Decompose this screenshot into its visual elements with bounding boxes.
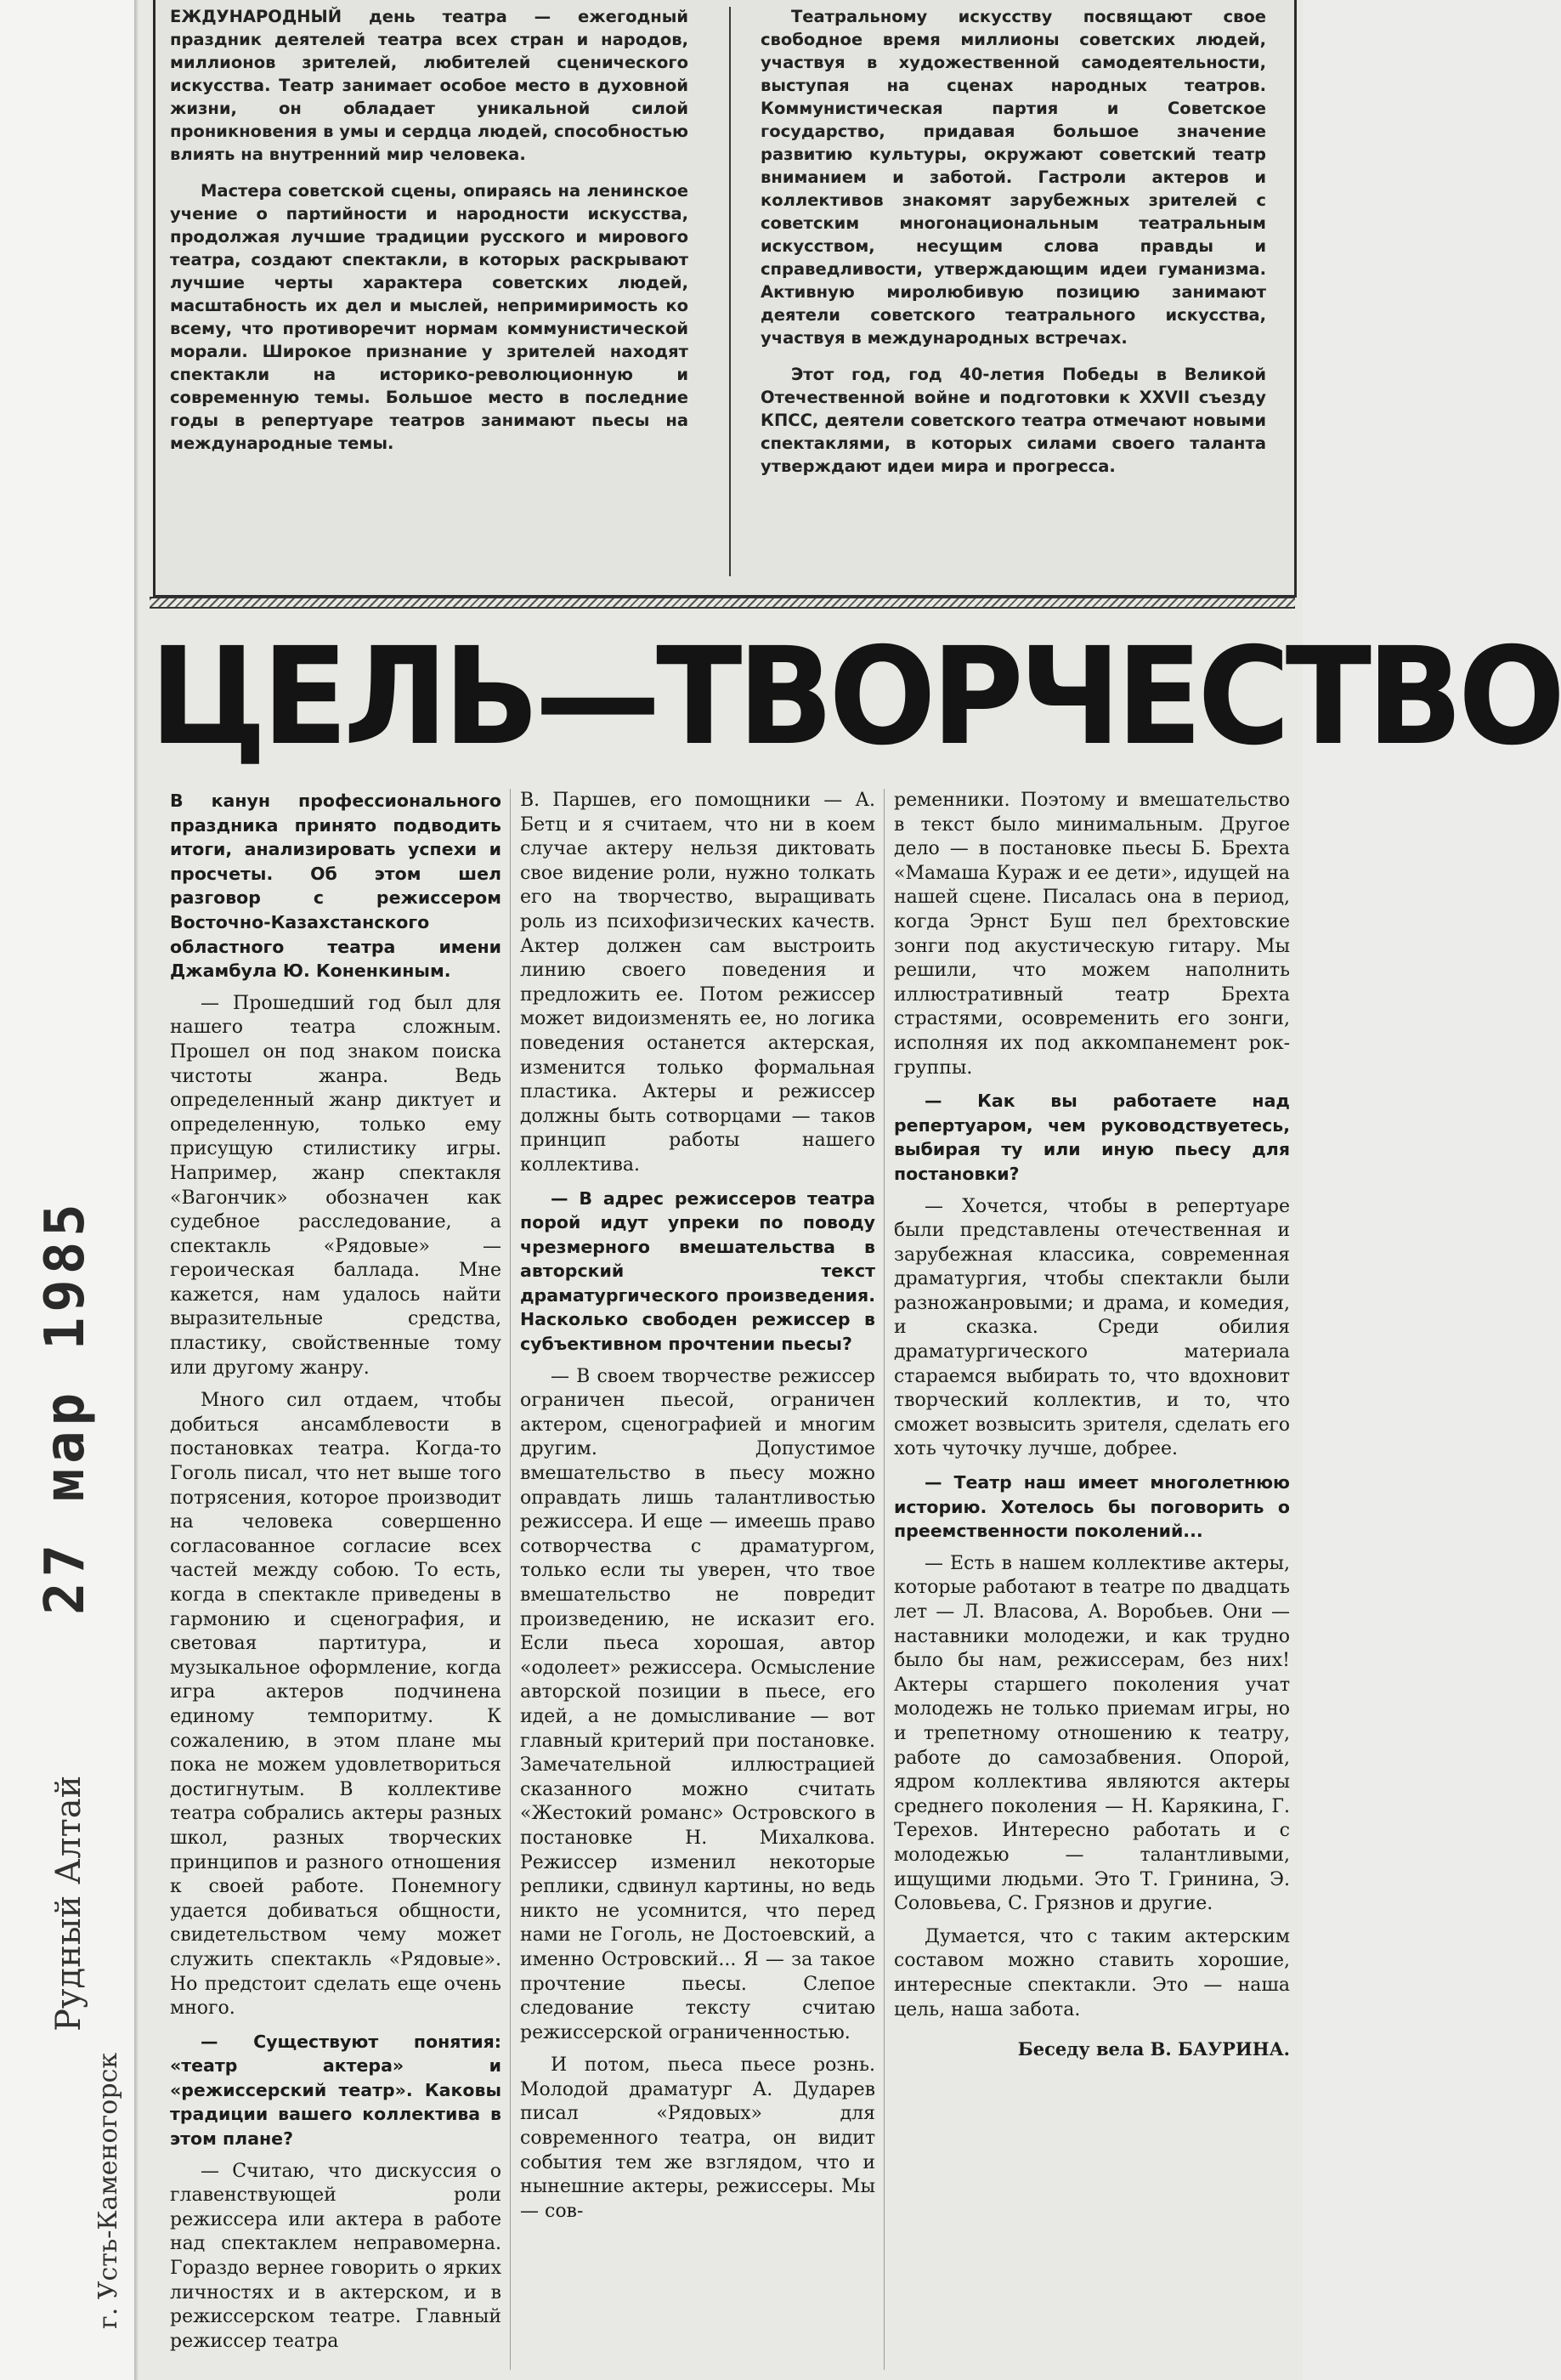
interview-question: — Театр наш имеет многолетнюю историю. Хотелось бы поговорить о преемственности поколений... (894, 1472, 1290, 1542)
interview-question: — Существуют понятия: «театр актера» и «режиссерский театр». Каковы традиции вашего коллектива в этом плане? (170, 2031, 501, 2150)
article-paragraph: — Считаю, что дискуссия о главенствующей роли режиссера или актера в работе над спектаклем неправомерна. Гораздо вернее говорить о ярких личностях и в актерском, и в режиссерском театре. Главный режиссер театра (170, 2160, 501, 2352)
editorial-left-paragraph-1: ЕЖДУНАРОДНЫЙ день театра — ежегодный праздник деятелей театра всех стран и народов, миллионов зрителей, любителей сценического искусства. Театр занимает особое место в духовной жизни, он обладает уникальной силой проникновения в умы и сердца людей, способностью влиять на внутренний мир человека. (170, 7, 688, 164)
article-paragraph: — Есть в нашем коллективе актеры, которые работают в театре по двадцать лет — Л. Власова, А. Воробьев. Они — наставники молодежи, и как трудно было бы нам, режиссерам, без них! Актеры старшего поколения учат молодежь не только приемам игры, но и трепетному отношению к театру, работе до самозабвения. Опорой, ядром коллектива являются актеры среднего поколения — Н. Карякина, Г. Терехов. Интересно работать и с молодежью — талантливыми, ищущими людьми. Это Т. Гринина, Э. Соловьева, С. Грязнов и другие. (894, 1552, 1290, 1915)
decorative-rule (150, 597, 1295, 609)
city-stamp-text: г. Усть-Каменогорск (93, 2052, 123, 2329)
article-headline: ЦЕЛЬ—ТВОРЧЕСТВО (150, 619, 1561, 775)
article-paragraph: И потом, пьеса пьесе рознь. Молодой драматург А. Дударев писал «Рядовых» для современного театра, он видит события тем же взглядом, что и нынешние актеры, режиссеры. Мы — сов- (520, 2054, 875, 2222)
article-intro: В канун профессионального праздника принято подводить итоги, анализировать успехи и просчеты. Об этом шел разговор с режиссером Восточно-Казахстанского областного театра имени Джамбула Ю. Коненкиным. (170, 790, 501, 982)
article-column-3 (894, 789, 1290, 2071)
article-paragraph: — Прошедший год был для нашего театра сложным. Прошел он под знаком поиска чистоты жанра. Ведь определенный жанр диктует и определенную, только ему присущую стилистику игры. Например, жанр спектакля «Вагончик» обозначен как судебное расследование, а спектакль «Рядовые» — героическая баллада. Мне кажется, нам удалось найти выразительные средства, пластику, свойственные тому или другому жанру. (170, 992, 501, 1379)
article-byline: Беседу вела В. БАУРИНА. (1017, 2038, 1290, 2060)
article-paragraph: Много сил отдаем, чтобы добиться ансамблевости в постановках театра. Когда-то Гоголь писал, что нет выше того потрясения, которое производит на человека совершенно согласованное согласие всех частей между собою. То есть, когда в спектакле приведены в гармонию и сценография, и световая партитура, и музыкальное оформление, когда игра актеров подчинена единому темпоритму. К сожалению, в этом плане мы пока не можем удовлетвориться достигнутым. В коллективе театра собрались актеры разных школ, разных творческих принципов и разного отношения к своей работе. Понемногу удается добиваться общности, свидетельством чему может служить спектакль «Рядовые». Но предстоит сделать еще очень много. (170, 1390, 501, 2020)
editorial-column-divider (729, 7, 731, 576)
article-column-1 (170, 789, 501, 2362)
article-paragraph: В. Паршев, его помощники — А. Бетц и я считаем, что ни в коем случае актеру нельзя диктовать свое видение роли, нужно толкать его на творчество, выращивать роль из психофизических качеств. Актер должен сам выстроить линию своего поведения и предложить ее. Потом режиссер может видоизменять ее, но логика поведения останется актерская, изменится только формальная пластика. Актеры и режиссер должны быть сотворцами — таков принцип работы нашего коллектива. (520, 790, 875, 1176)
editorial-right-column (761, 5, 1266, 491)
article-paragraph: ременники. Поэтому и вмешательство в текст было минимальным. Другое дело — в постановке пьесы Б. Брехта «Мамаша Кураж и ее дети», идущей на нашей сцене. Писалась она в период, когда Эрнст Буш пел брехтовские зонги под акустическую гитару. Мы решили, что можем наполнить иллюстративный театр Брехта страстями, осовременить его зонги, исполняя их под аккомпанемент рок-группы. (894, 790, 1290, 1079)
editorial-left-paragraph-2: Мастера советской сцены, опираясь на ленинское учение о партийности и народности искусства, продолжая лучшие традиции русского и мирового театра, создают спектакли, в которых раскрывают лучшие черты характера советских людей, масштабность их дел и мыслей, непримиримость ко всему, что противоречит нормам коммунистической морали. Широкое признание у зрителей находят спектакли на историко-революционную и современную темы. Большое место в последние годы в репертуаре театров занимают пьесы на международные темы. (170, 181, 688, 453)
date-stamp-text: 27 мар 1985 (34, 1198, 97, 1615)
article-paragraph: — Хочется, чтобы в репертуаре были представлены отечественная и зарубежная классика, современная драматургия, чтобы спектакли были разножанровыми; и драма, и комедия, и сказка. Среди обилия драматургического материала стараемся выбирать то, что вдохновит творческий коллектив, и то, что сможет возвысить зрителя, сделать его хоть чуточку лучше, добрее. (894, 1195, 1290, 1460)
column-separator-1 (510, 789, 511, 2370)
interview-question: — В адрес режиссеров театра порой идут упреки по поводу чрезмерного вмешательства в авторский текст драматургического произведения. Насколько свободен режиссер в субъективном прочтении пьесы? (520, 1187, 875, 1355)
article-paragraph: — В своем творчестве режиссер ограничен пьесой, ограничен актером, сценографией и многим другим. Допустимое вмешательство в пьесу можно оправдать лишь талантливостью режиссера. И еще — имеешь право сотворчества с драматургом, только если ты уверен, что твое вмешательство не повредит произведению, не исказит его. Если пьеса хорошая, автор «одолеет» режиссера. Осмысление авторской позиции в пьесе, его идей, а не домысливание — вот главный критерий при постановке. Замечательной иллюстрацией сказанного можно считать «Жестокий романс» Островского в постановке Н. Михалкова. Режиссер изменил некоторые реплики, сдвинул картины, но ведь никто не усомнится, что перед нами не Гоголь, не Достоевский, а именно Островский... Я — за такое прочтение пьесы. Слепое следование тексту считаю режиссерской ограниченностью. (520, 1365, 875, 2043)
editorial-right-paragraph-2: Этот год, год 40-летия Победы в Великой Отечественной войне и подготовки к XXVII съезду КПСС, деятели советского театра отмечают новыми спектаклями, в которых силами своего таланта утверждают идеи мира и прогресса. (761, 365, 1266, 476)
newspaper-name-text: Рудный Алтай (49, 1775, 88, 2032)
interview-question: — Как вы работаете над репертуаром, чем руководствуетесь, выбирая ту или иную пьесу для постановки? (894, 1091, 1290, 1184)
editorial-left-column (170, 5, 688, 468)
article-column-2 (520, 789, 875, 2232)
editorial-right-paragraph-1: Театральному искусству посвящают свое свободное время миллионы советских людей, участвуя в художественной самодеятельности, выступая на сценах народных театров. Коммунистическая партия и Советское государство, придавая большое значение развитию культуры, окружают советский театр вниманием и заботой. Гастроли актеров и коллективов знакомят зарубежных зрителей с советским многонациональным театральным искусством, несущим слова правды и справедливости, утверждающим идеи гуманизма. Активную миролюбивую позицию занимают деятели советского театрального искусства, участвуя в международных встречах. (761, 7, 1266, 348)
column-separator-2 (884, 789, 885, 2370)
article-paragraph: Думается, что с таким актерским составом можно ставить хорошие, интересные спектакли. Это — наша цель, наша забота. (894, 1925, 1290, 2020)
